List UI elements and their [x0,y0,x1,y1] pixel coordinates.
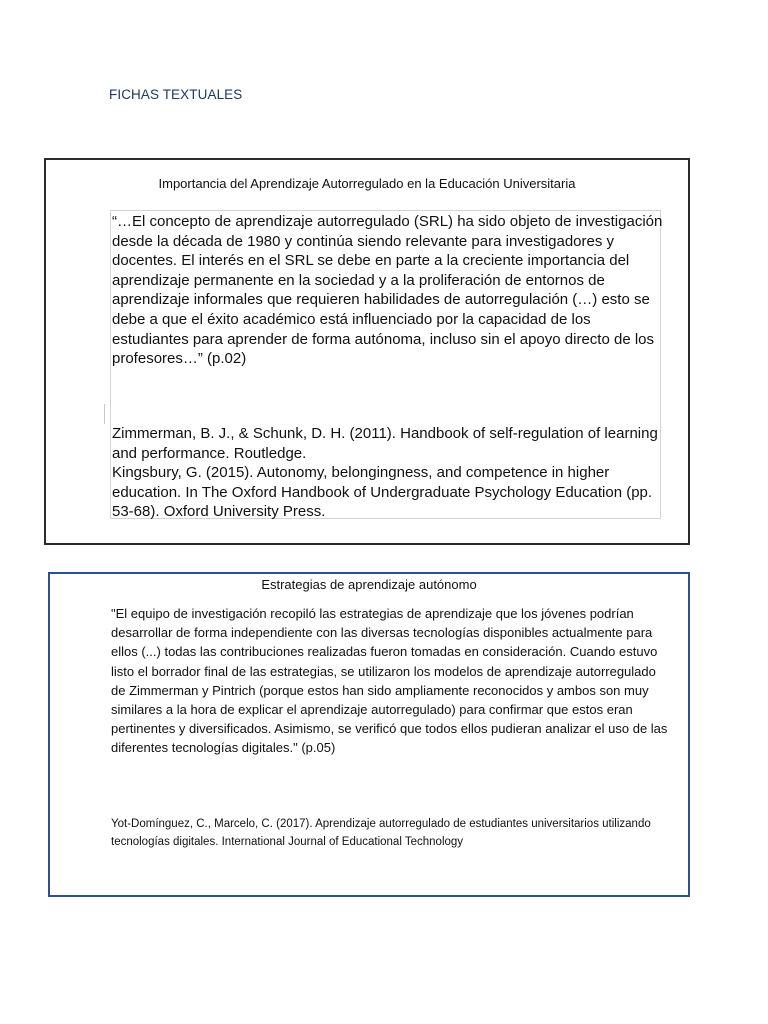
card-1-reference: Kingsbury, G. (2015). Autonomy, belongingness, and competence in higher education. In The Oxford Handbook of Undergraduate Psychology Education (pp. 53-68). Oxford University Press. [112,464,653,521]
card-1-heading: Importancia del Aprendizaje Autorregulado en la Educación Universitaria [158,176,576,191]
card-2-quote: "El equipo de investigación recopiló las estrategias de aprendizaje que los jóvenes podrían desarrollar de forma independiente con las diversas tecnologías disponibles actualmente para ellos (...) todas las contribuciones realizadas fueron tomadas en consideración. Cuando estuvo listo el borrador final de las estrategias, se utilizaron los modelos de aprendizaje autorregulado de Zimmerman y Pintrich (porque estos han sido ampliamente reconocidos y ambos son muy similares a la hora de explicar el aprendizaje autorregulado) para confirmar que estos eran pertinentes y diversificados. Asimismo, se verificó que todos ellos pudieran analizar el uso de las diferentes tecnologías digitales." (p.05) [111,606,668,756]
card-1-frame-mark [104,404,105,424]
textual-card-1 [44,158,690,545]
card-1-references [112,424,664,522]
textual-card-2 [48,572,690,897]
card-1-quote: “…El concepto de aprendizaje autorregulado (SRL) ha sido objeto de investigación desde la década de 1980 y continúa siendo relevante para investigadores y docentes. El interés en el SRL se debe en parte a la creciente importancia del aprendizaje permanente en la sociedad y a la proliferación de entornos de aprendizaje informales que requieren habilidades de autorregulación (…) esto se debe a que el éxito académico está influenciado por la capacidad de los estudiantes para aprender de forma autónoma, incluso sin el apoyo directo de los profesores…” (p.02) [112,213,663,368]
card-1-reference: Zimmerman, B. J., & Schunk, D. H. (2011). Handbook of self-regulation of learning and performance. Routledge. [112,425,658,462]
page-title: FICHAS TEXTUALES [109,87,243,102]
card-2-reference: Yot-Domínguez, C., Marcelo, C. (2017). Aprendizaje autorregulado de estudiantes universitarios utilizando tecnologías digitales. International Journal of Educational Technology [111,818,651,848]
card-2-heading: Estrategias de aprendizaje autónomo [261,577,477,592]
